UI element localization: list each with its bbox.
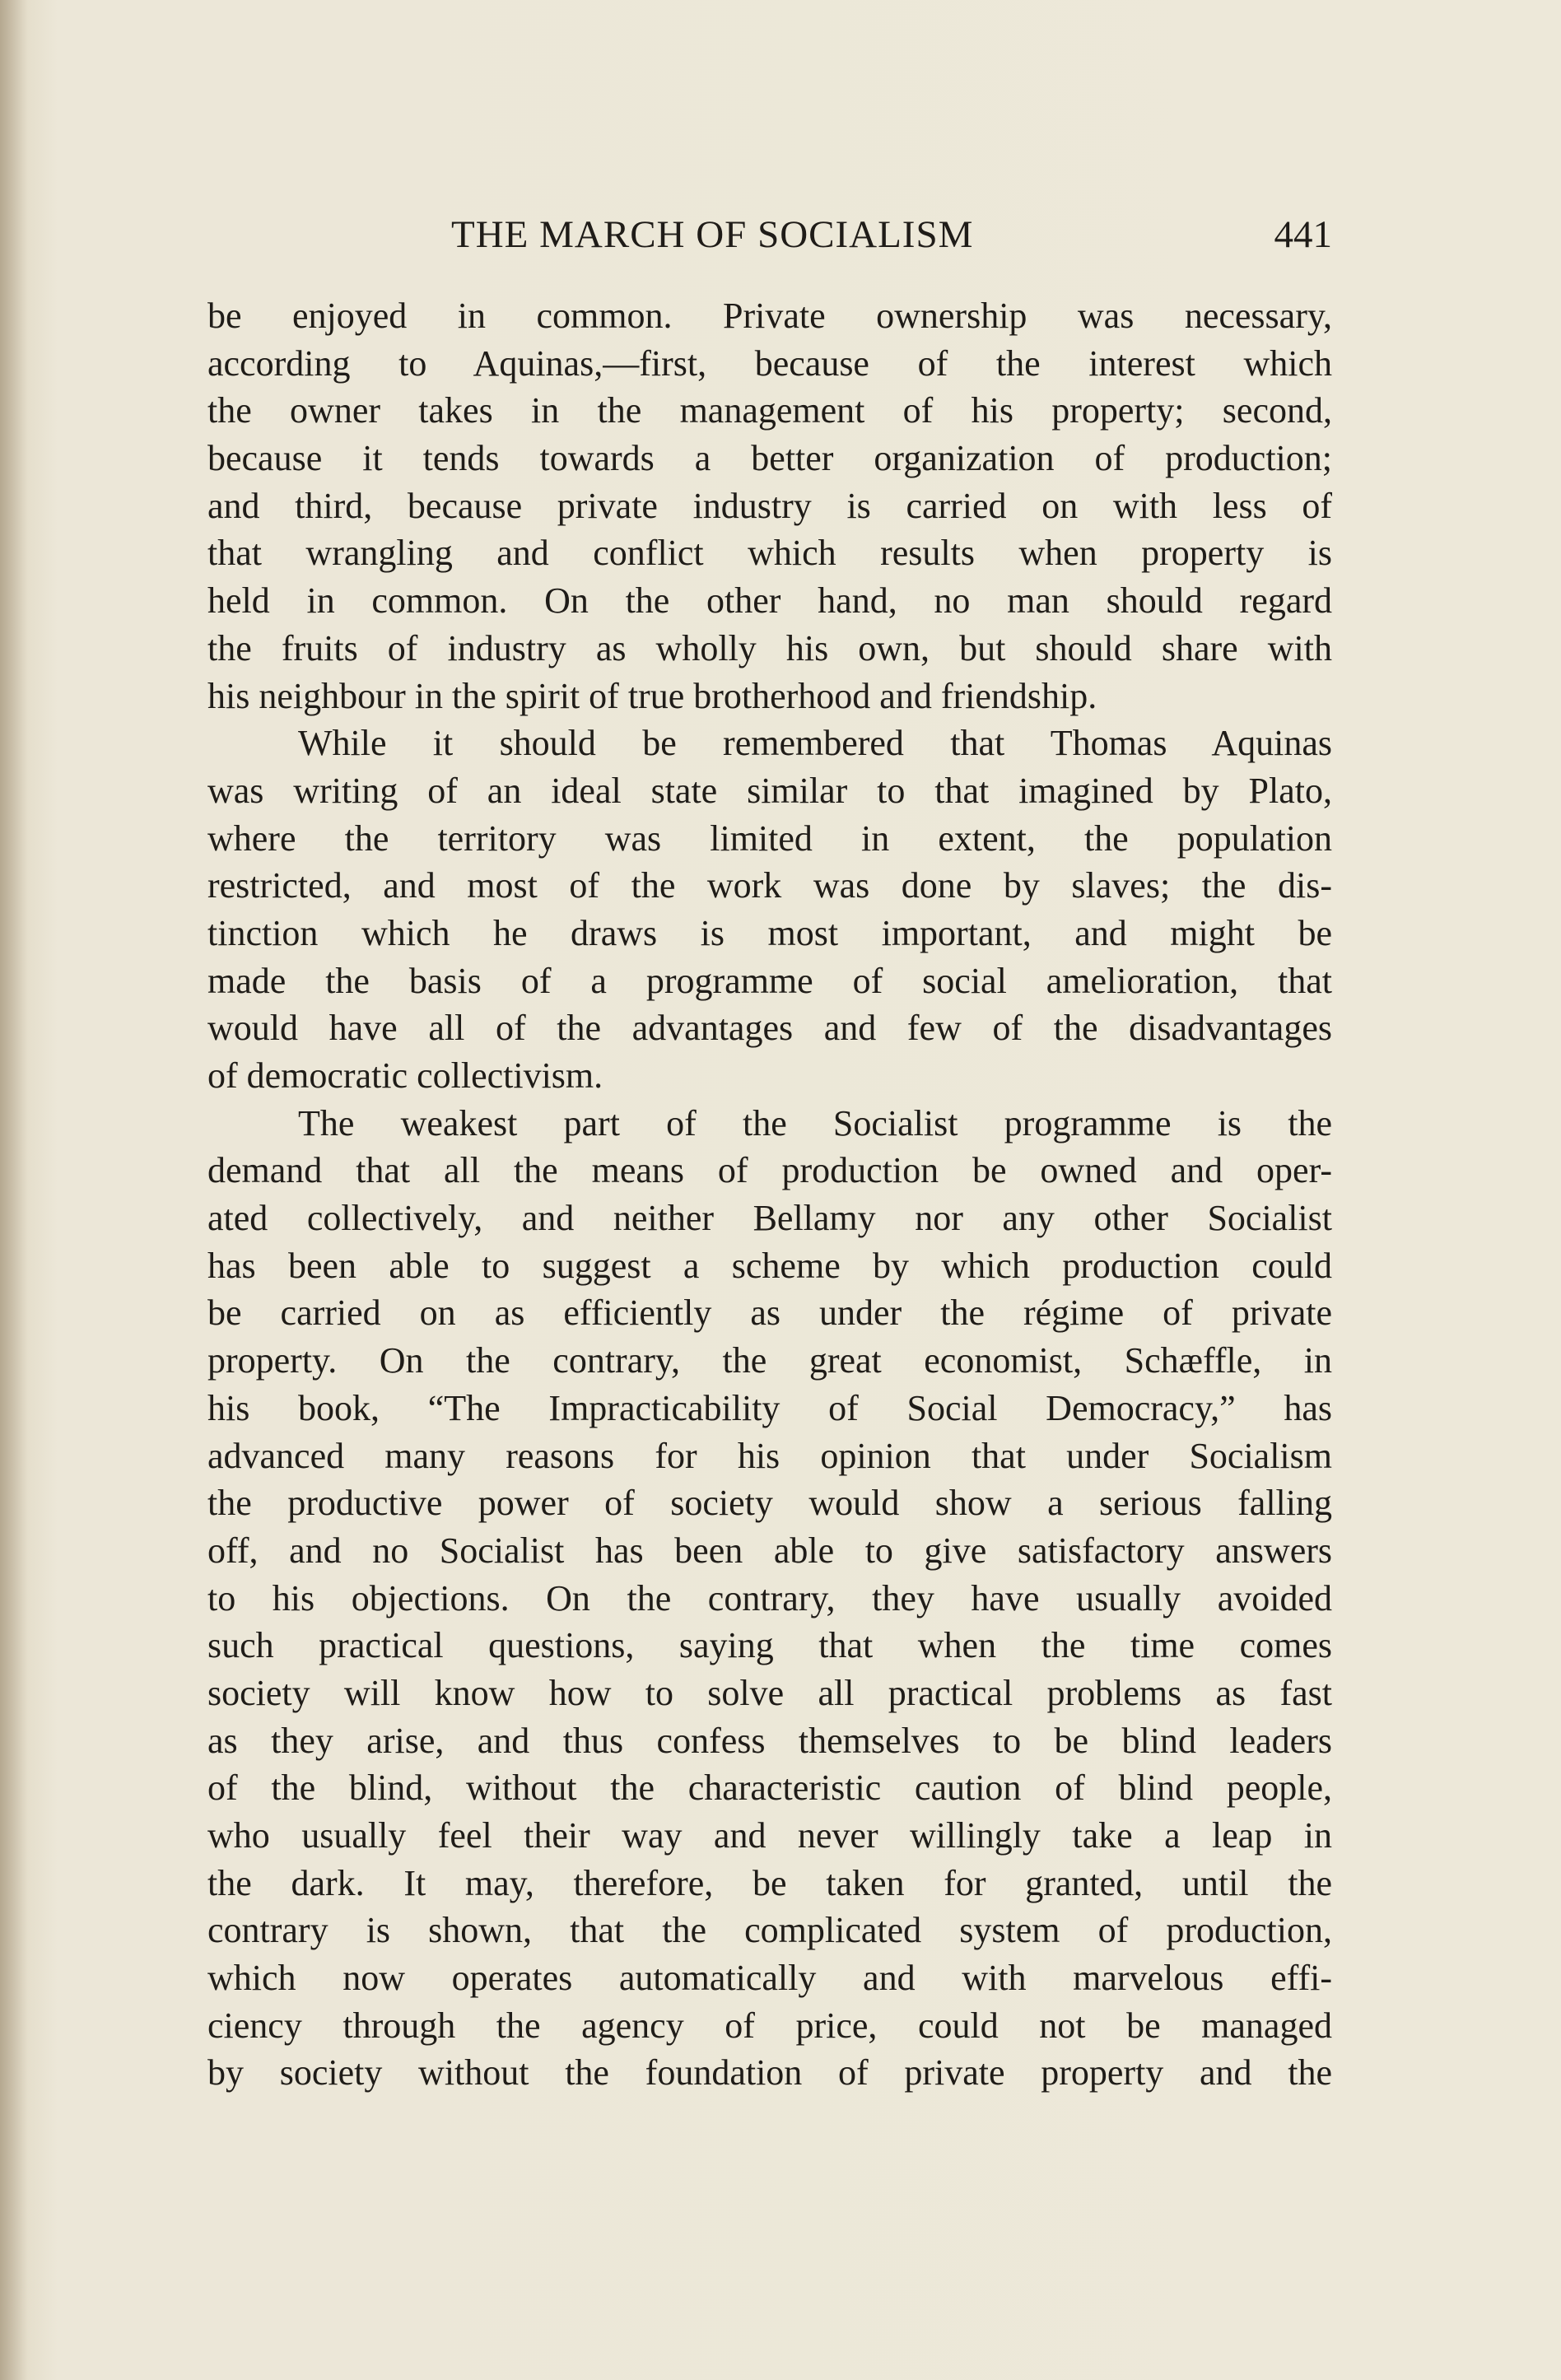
text-line: the fruits of industry as wholly his own, but should share with <box>207 627 1332 668</box>
text-line: has been able to suggest a scheme by which production could <box>207 1245 1332 1286</box>
text-line: advanced many reasons for his opinion that under Socialism <box>207 1435 1332 1476</box>
text-line: of democratic collectivism. <box>207 1055 603 1096</box>
text-line: such practical questions, saying that when the time comes <box>207 1625 1332 1666</box>
text-line: the dark. It may, therefore, be taken for granted, until the <box>207 1862 1332 1903</box>
text-line: off, and no Socialist has been able to give satisfactory answers <box>207 1530 1332 1571</box>
text-line: which now operates automatically and with marvelous effi- <box>207 1958 1332 1999</box>
text-line: contrary is shown, that the complicated system of production, <box>207 1910 1332 1951</box>
text-line: made the basis of a programme of social amelioration, that <box>207 960 1332 1001</box>
running-title: THE MARCH OF SOCIALISM <box>451 213 974 256</box>
text-line: that wrangling and conflict which results when property is <box>207 533 1332 574</box>
text-line: demand that all the means of production be owned and oper- <box>207 1150 1332 1191</box>
text-line: tinction which he draws is most important, and might be <box>207 912 1332 953</box>
text-line: because it tends towards a better organization of production; <box>207 438 1332 479</box>
text-line: the productive power of society would show a serious falling <box>207 1483 1332 1524</box>
text-line: who usually feel their way and never willingly take a leap in <box>207 1815 1332 1856</box>
body-text <box>207 292 1332 2097</box>
running-head <box>207 206 1332 263</box>
text-line: restricted, and most of the work was done by slaves; the dis- <box>207 865 1332 906</box>
text-line: the owner takes in the management of his property; second, <box>207 390 1332 431</box>
text-line: according to Aquinas,—first, because of the interest which <box>207 342 1332 384</box>
text-line: to his objections. On the contrary, they have usually avoided <box>207 1577 1332 1618</box>
text-line: be carried on as efficiently as under the régime of private <box>207 1292 1332 1334</box>
text-line: would have all of the advantages and few of the disadvantages <box>207 1008 1332 1049</box>
text-line: and third, because private industry is carried on with less of <box>207 485 1332 526</box>
text-line: property. On the contrary, the great economist, Schæffle, in <box>207 1340 1332 1381</box>
text-line: his neighbour in the spirit of true brotherhood and friendship. <box>207 675 1097 716</box>
paragraph-first-line: The weakest part of the Socialist programme is the <box>298 1102 1332 1143</box>
text-line: his book, “The Impracticability of Social Democracy,” has <box>207 1387 1332 1428</box>
text-line: was writing of an ideal state similar to that imagined by Plato, <box>207 770 1332 811</box>
text-line: of the blind, without the characteristic caution of blind people, <box>207 1768 1332 1809</box>
text-line: ated collectively, and neither Bellamy nor any other Socialist <box>207 1198 1332 1239</box>
gutter-shadow <box>0 0 28 2380</box>
text-line: as they arise, and thus confess themselves to be blind leaders <box>207 1720 1332 1761</box>
text-line: ciency through the agency of price, could not be managed <box>207 2005 1332 2046</box>
paragraph-first-line: While it should be remembered that Thomas Aquinas <box>298 723 1332 764</box>
text-line: where the territory was limited in extent, the population <box>207 817 1332 859</box>
text-line: society will know how to solve all practical problems as fast <box>207 1672 1332 1713</box>
text-line: by society without the foundation of private property and the <box>207 2052 1332 2094</box>
text-line: held in common. On the other hand, no man should regard <box>207 580 1332 622</box>
text-line: be enjoyed in common. Private ownership was necessary, <box>207 296 1332 336</box>
page-number: 441 <box>1274 213 1332 256</box>
